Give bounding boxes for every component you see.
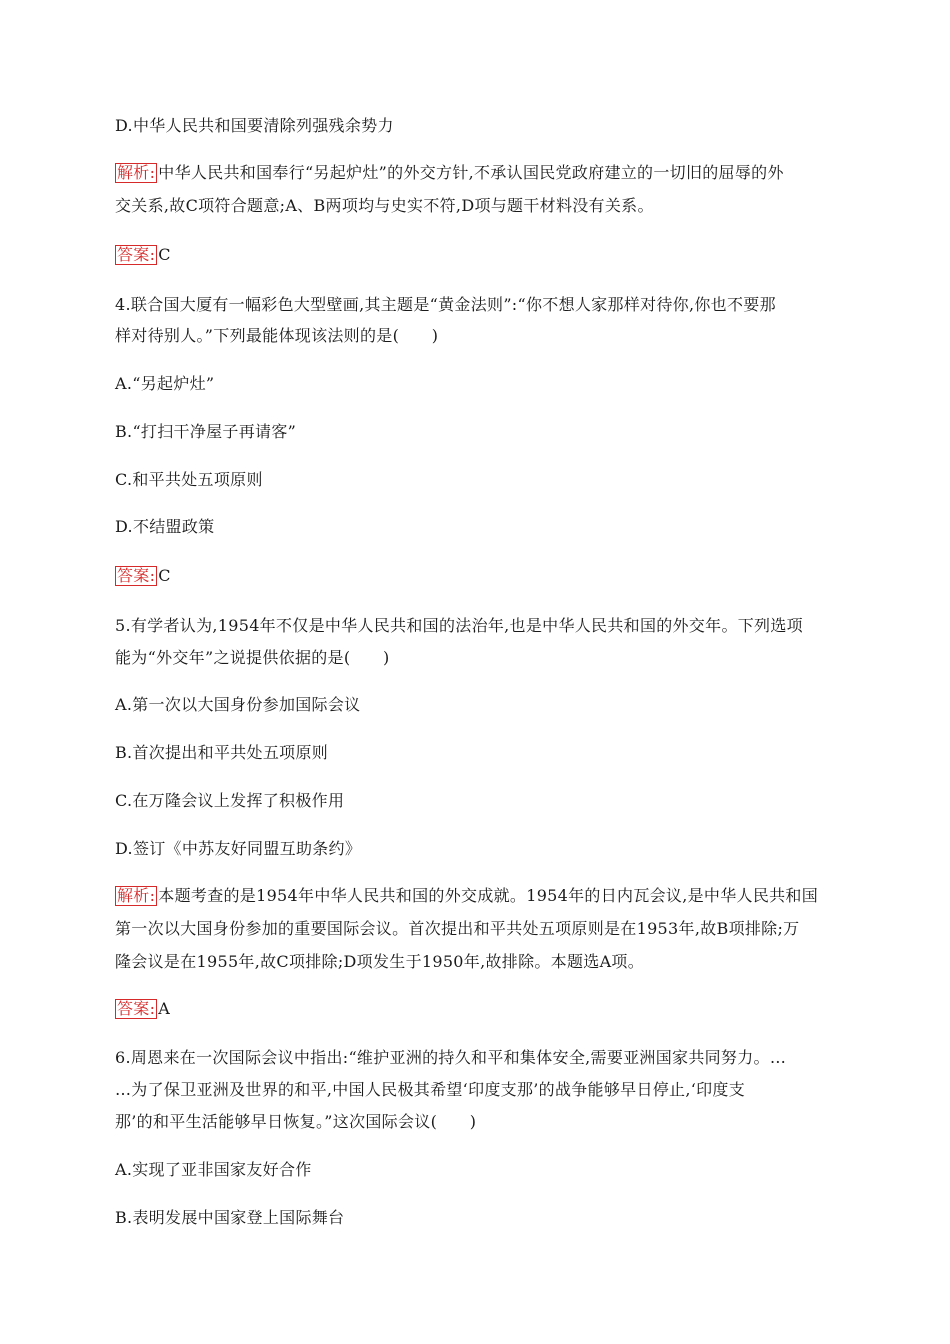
q4-option-b: B.“打扫干净屋子再请客” bbox=[115, 422, 297, 441]
q6-stem-line2: …为了保卫亚洲及世界的和平,中国人民极其希望‘印度支那’的战争能够早日停止,‘印度支 bbox=[115, 1080, 746, 1099]
q5-option-c: C.在万隆会议上发挥了积极作用 bbox=[115, 791, 345, 810]
q4-stem-line1: 4.联合国大厦有一幅彩色大型壁画,其主题是“黄金法则”:“你不想人家那样对待你,你也不要那 bbox=[115, 295, 776, 314]
q3-analysis-text: 中华人民共和国奉行“另起炉灶”的外交方针,不承认国民党政府建立的一切旧的屈辱的外 bbox=[158, 163, 784, 182]
answer-label: 答案: bbox=[117, 566, 156, 585]
q5-option-a: A.第一次以大国身份参加国际会议 bbox=[115, 695, 361, 714]
q5-analysis-line3: 隆会议是在1955年,故C项排除;D项发生于1950年,故排除。本题选A项。 bbox=[115, 952, 645, 971]
answer-label: 答案: bbox=[117, 245, 156, 264]
analysis-label: 解析: bbox=[117, 163, 156, 182]
q6-stem-line3: 那’的和平生活能够早日恢复。”这次国际会议( ) bbox=[115, 1112, 477, 1131]
q3-option-d: D.中华人民共和国要清除列强残余势力 bbox=[115, 116, 394, 135]
q4-option-a: A.“另起炉灶” bbox=[115, 374, 215, 393]
q5-stem-line2: 能为“外交年”之说提供依据的是( ) bbox=[115, 648, 390, 667]
q4-option-c: C.和平共处五项原则 bbox=[115, 470, 263, 489]
q3-answer bbox=[115, 245, 171, 265]
answer-label: 答案: bbox=[117, 999, 156, 1018]
q5-answer bbox=[115, 999, 170, 1019]
q3-analysis-line2: 交关系,故C项符合题意;A、B两项均与史实不符,D项与题干材料没有关系。 bbox=[115, 196, 654, 215]
q6-stem-line1: 6.周恩来在一次国际会议中指出:“维护亚洲的持久和平和集体安全,需要亚洲国家共同努力。… bbox=[115, 1048, 787, 1067]
q6-option-b: B.表明发展中国家登上国际舞台 bbox=[115, 1208, 345, 1227]
q4-option-d: D.不结盟政策 bbox=[115, 517, 215, 536]
q4-answer-value: C bbox=[158, 566, 171, 585]
q3-answer-value: C bbox=[158, 245, 171, 264]
q3-analysis-line1 bbox=[115, 163, 784, 183]
q6-option-a: A.实现了亚非国家友好合作 bbox=[115, 1160, 312, 1179]
q5-analysis-line1 bbox=[115, 886, 818, 906]
q4-answer bbox=[115, 566, 171, 586]
q5-option-d: D.签订《中苏友好同盟互助条约》 bbox=[115, 839, 362, 858]
q5-stem-line1: 5.有学者认为,1954年不仅是中华人民共和国的法治年,也是中华人民共和国的外交年。下列选项 bbox=[115, 616, 803, 635]
q5-analysis-line2: 第一次以大国身份参加的重要国际会议。首次提出和平共处五项原则是在1953年,故B项排除;万 bbox=[115, 919, 800, 938]
q5-option-b: B.首次提出和平共处五项原则 bbox=[115, 743, 329, 762]
q5-analysis-text: 本题考查的是1954年中华人民共和国的外交成就。1954年的日内瓦会议,是中华人民共和国 bbox=[158, 886, 819, 905]
analysis-label: 解析: bbox=[117, 886, 156, 905]
q4-stem-line2: 样对待别人。”下列最能体现该法则的是( ) bbox=[115, 326, 439, 345]
q5-answer-value: A bbox=[158, 999, 171, 1018]
